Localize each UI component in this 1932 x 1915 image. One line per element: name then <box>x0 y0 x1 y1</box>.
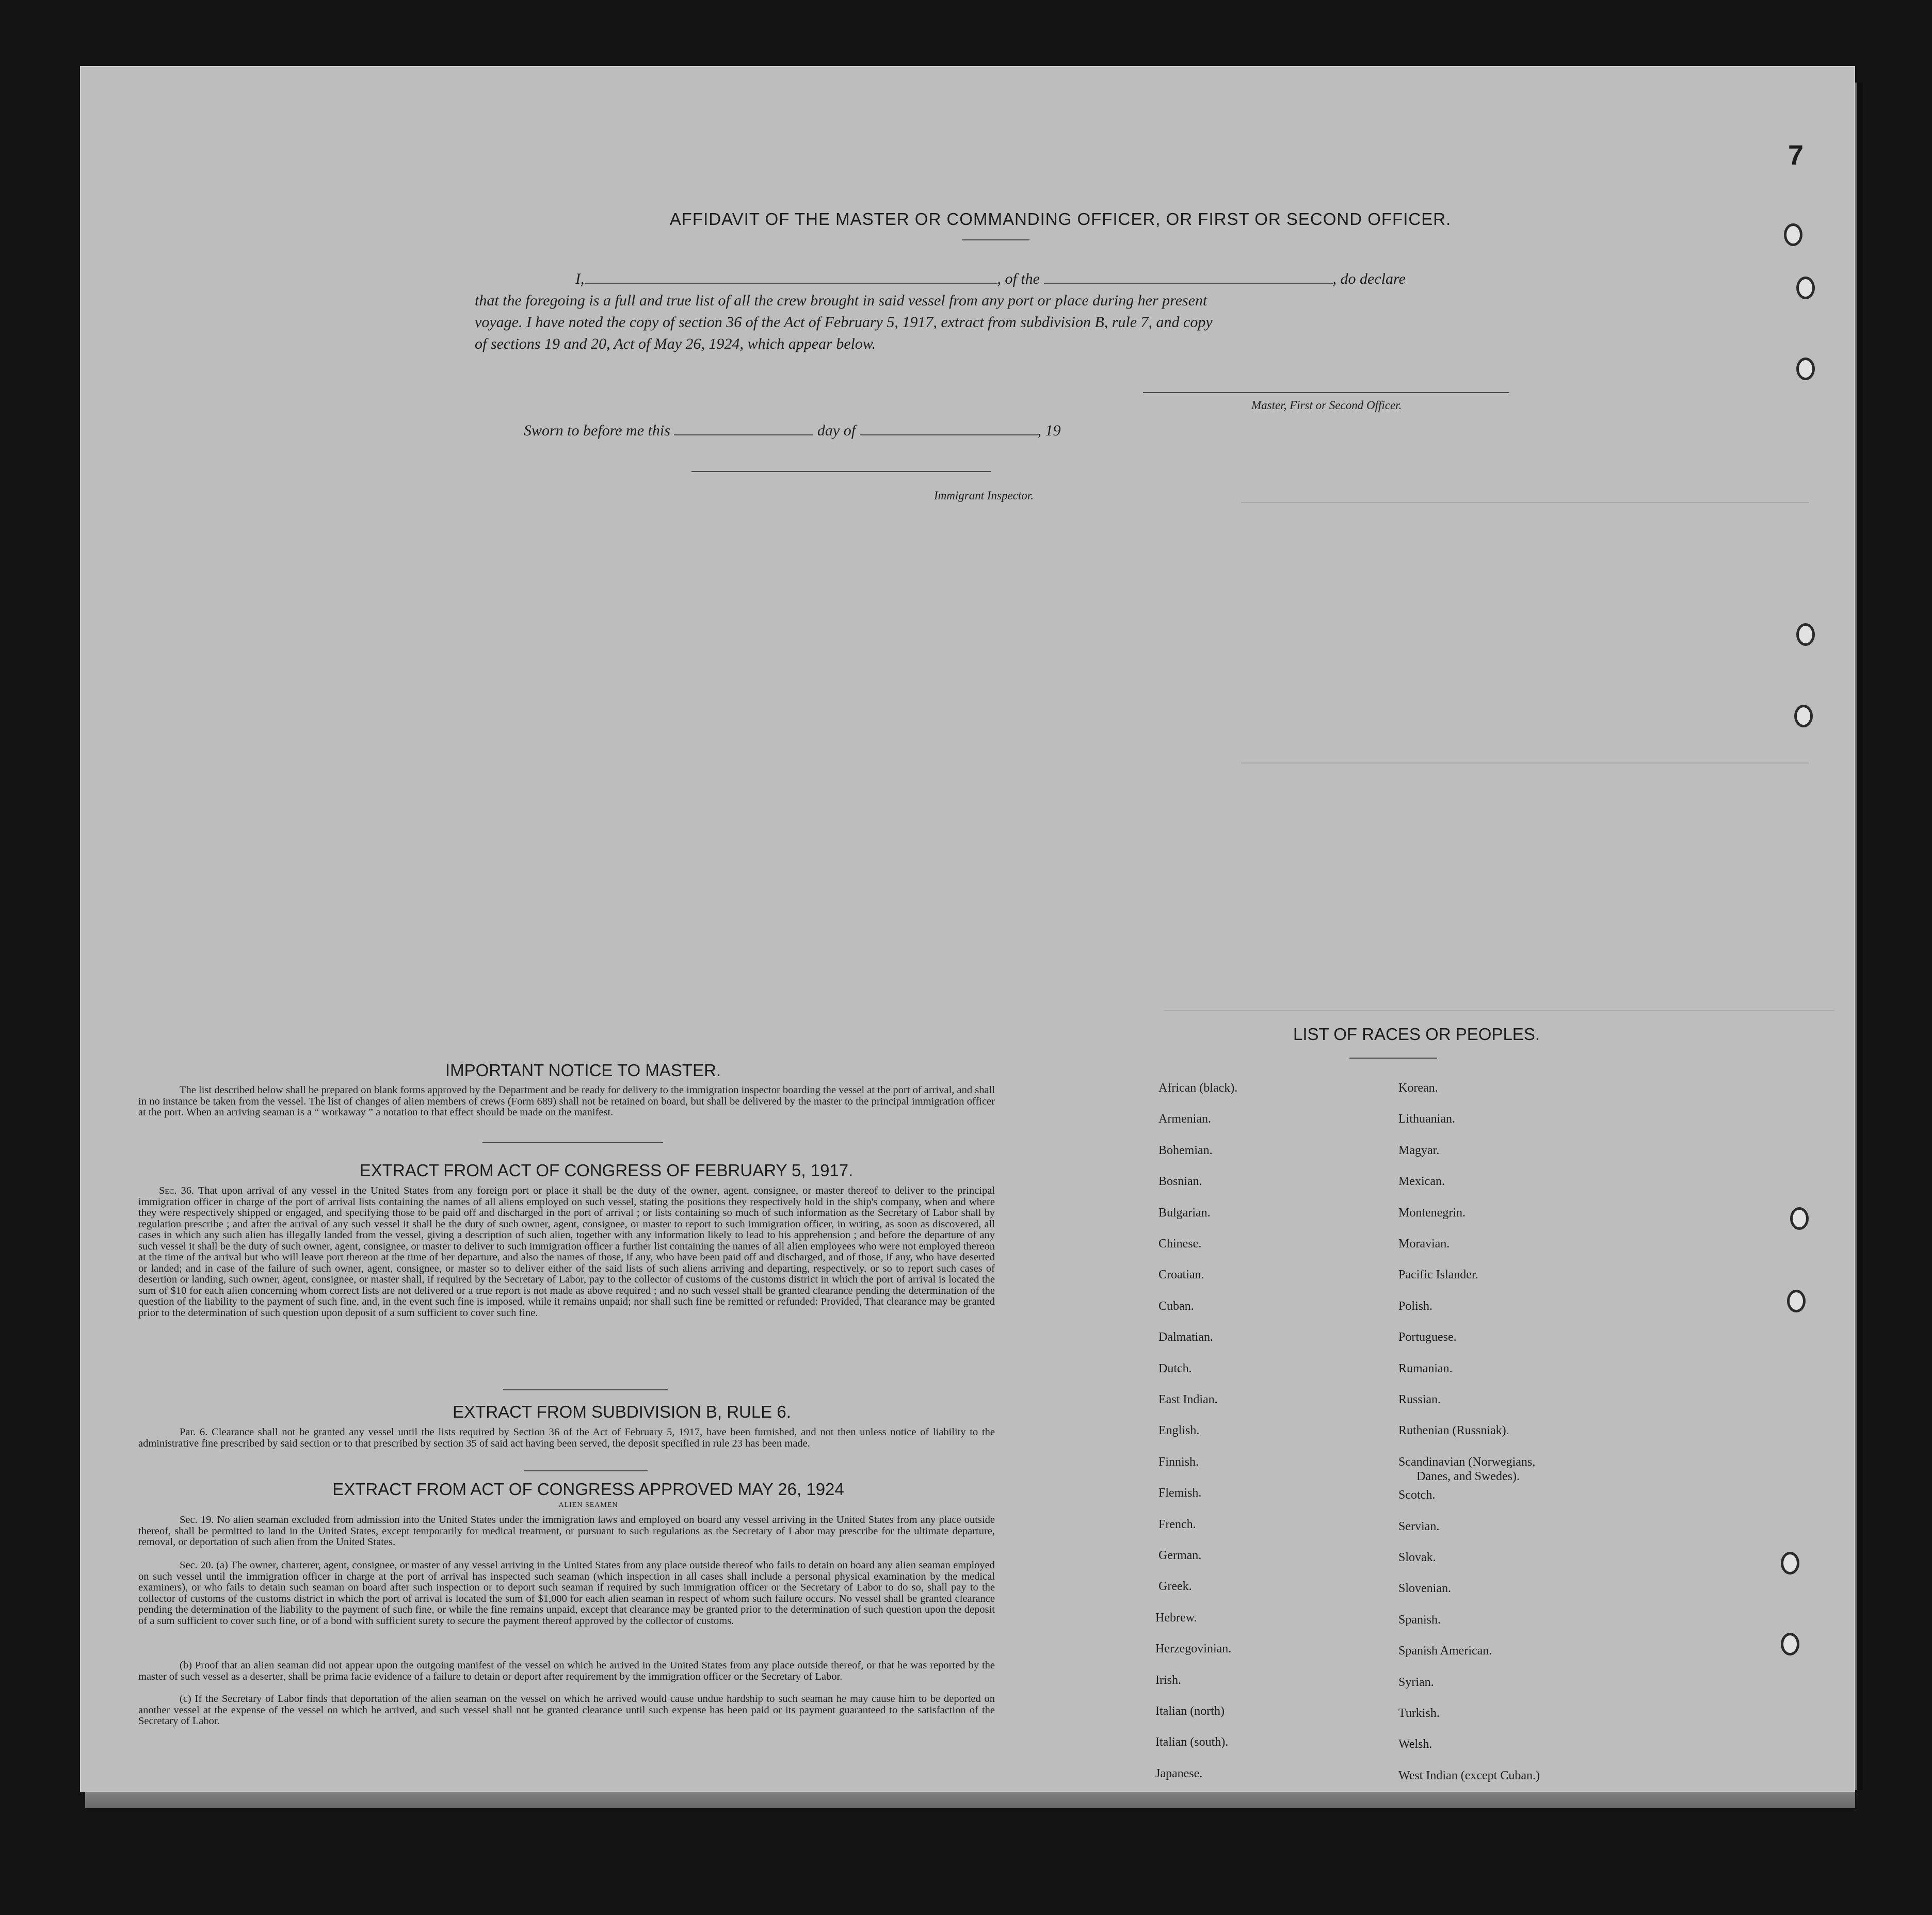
form-page <box>80 66 1855 1792</box>
race-item: Finnish. <box>1158 1455 1199 1469</box>
affidavit-declare-label: , do declare <box>1332 270 1406 287</box>
inspector-signature-line[interactable] <box>691 471 991 472</box>
race-item: Flemish. <box>1158 1486 1202 1500</box>
race-item: Portuguese. <box>1398 1330 1457 1344</box>
race-item: Lithuanian. <box>1398 1112 1455 1126</box>
race-item: Dutch. <box>1158 1361 1192 1375</box>
binder-hole <box>1790 1207 1809 1230</box>
extract-1917-body <box>138 1186 995 1319</box>
race-item: Hebrew. <box>1155 1611 1197 1625</box>
officer-name-field[interactable] <box>585 269 997 284</box>
section-36-label: Sec. 36. <box>159 1185 195 1196</box>
affidavit-line-4: of sections 19 and 20, Act of May 26, 1924, which appear below. <box>475 335 876 352</box>
race-item: English. <box>1158 1424 1200 1438</box>
sworn-year-label: , 19 <box>1037 422 1061 439</box>
binder-hole <box>1794 705 1813 727</box>
sworn-day-field[interactable] <box>674 421 813 435</box>
binder-hole <box>1787 1290 1806 1312</box>
race-item: German. <box>1158 1549 1202 1562</box>
master-signature-caption: Master, First or Second Officer. <box>1251 399 1402 412</box>
section-20a-text: Sec. 20. (a) The owner, charterer, agent, consignee, or master of any vessel arriving in the United States from any place outside thereof who fails to detain on board any alien seaman employed on such vessel until the immigration officer in charge at the port of arrival has inspected such seaman (which inspection in all cases shall include a personal physical examination by the medical examiners), or who fails to detain such seaman on board after such inspection or to deport such seaman if required by such immigration officer or the Secretary of Labor to do so, shall pay to the collector of customs of the customs district in which the port of arrival is located the sum of $1,000 for each alien seaman in respect of whom such failure occurs. No vessel shall be granted clearance pending the determination of the liability to the payment of such fine, or while the fine remains unpaid, except that clearance may be granted prior to the determination of such question upon the deposit of a sum sufficient to cover such fine, or of a bond with sufficient surety to secure the payment thereof approved by the collector of customs. <box>138 1560 995 1627</box>
sworn-line <box>524 420 1246 442</box>
binder-hole <box>1796 277 1815 299</box>
race-item: Cuban. <box>1158 1299 1194 1313</box>
sworn-day-label: day of <box>817 422 856 439</box>
sworn-month-field[interactable] <box>860 421 1038 435</box>
race-item: Mexican. <box>1398 1175 1445 1189</box>
affidavit-line-3: voyage. I have noted the copy of section 36 of the Act of February 5, 1917, extract from subdivision B, rule 7, and copy <box>475 314 1213 331</box>
notice-title: IMPORTANT NOTICE TO MASTER. <box>445 1061 721 1080</box>
affidavit-title: AFFIDAVIT OF THE MASTER OR COMMANDING OFFICER, OR FIRST OR SECOND OFFICER. <box>669 209 1452 229</box>
binder-hole <box>1796 358 1815 380</box>
race-item: Herzegovinian. <box>1155 1642 1232 1656</box>
race-item: Bosnian. <box>1158 1175 1202 1189</box>
section-19-text: Sec. 19. No alien seaman excluded from admission into the United States under the immigration laws and employed on board any vessel arriving in the United States from any place outside thereof, shall be permitted to land in the United States, except temporarily for medical treatment, or pursuant to such regulations as the Secretary of Labor may prescribe for the ultimate departure, removal, or deportation of such alien from the United States. <box>138 1514 995 1548</box>
section-20c-text: (c) If the Secretary of Labor finds that deportation of the alien seaman on the vessel on which he arrived would cause undue hardship to such seaman he may cause him to be deported on another vessel at the expense of the vessel on which he arrived, and such vessel shall not be granted clearance until such expense has been paid or its payment guaranteed to the satisfaction of the Secretary of Labor. <box>138 1693 995 1727</box>
race-item: Rumanian. <box>1398 1361 1453 1375</box>
race-item: West Indian (except Cuban.) <box>1398 1768 1540 1782</box>
binder-hole <box>1781 1552 1799 1575</box>
races-divider <box>1349 1058 1437 1059</box>
race-item: Armenian. <box>1158 1112 1211 1126</box>
race-item: Servian. <box>1398 1519 1440 1533</box>
extract-1917-title: EXTRACT FROM ACT OF CONGRESS OF FEBRUARY 5, 1917. <box>359 1161 854 1180</box>
race-item: Italian (north) <box>1155 1705 1225 1718</box>
race-item: Scotch. <box>1398 1488 1436 1502</box>
race-item: Dalmatian. <box>1158 1330 1213 1344</box>
extract-rule-body: Par. 6. Clearance shall not be granted any vessel until the lists required by Section 36 of the Act of February 5, 1917, have been furnished, and not then unless notice of liability to the administrative fine prescribed by said section or to that prescribed by section 35 of said act having been served, the deposit specified in rule 23 has been made. <box>138 1426 995 1449</box>
binder-hole <box>1796 623 1815 646</box>
race-item: Korean. <box>1398 1081 1438 1095</box>
race-item: Italian (south). <box>1155 1735 1229 1749</box>
affidavit-of-label: , of the <box>997 270 1040 287</box>
race-item: Magyar. <box>1398 1143 1440 1157</box>
race-item: Bulgarian. <box>1158 1206 1211 1220</box>
master-signature-line[interactable] <box>1143 392 1509 393</box>
races-title: LIST OF RACES OR PEOPLES. <box>1293 1025 1540 1044</box>
notice-body: The list described below shall be prepared on blank forms approved by the Department and be ready for delivery to the immigration inspector boarding the vessel at the port of arrival, and shall in no instance be taken from the vessel. The list of changes of alien members of crews (Form 689) shall not be retained on board, but shall be delivered by the master to the principal immigration officer at the port. When an arriving seaman is a “ workaway ” a notation to that effect should be made on the manifest. <box>138 1084 995 1118</box>
binder-hole <box>1781 1633 1799 1656</box>
extract-1924-title: EXTRACT FROM ACT OF CONGRESS APPROVED MAY 26, 1924 <box>332 1480 844 1499</box>
race-item: Pacific Islander. <box>1398 1268 1478 1282</box>
race-item: Polish. <box>1398 1299 1433 1313</box>
race-item: Turkish. <box>1398 1707 1440 1720</box>
title-underline <box>962 239 1029 240</box>
inspector-caption: Immigrant Inspector. <box>934 489 1034 502</box>
page-number-mark: 7 <box>1788 140 1804 171</box>
notice-divider <box>482 1142 663 1143</box>
race-item: Danes, and Swedes). <box>1416 1469 1520 1483</box>
affidavit-i-label: I, <box>575 270 585 287</box>
race-item: Spanish. <box>1398 1613 1441 1627</box>
vessel-name-field[interactable] <box>1044 269 1333 284</box>
extract-1917-divider <box>503 1389 668 1390</box>
race-item: Japanese. <box>1155 1766 1203 1780</box>
race-item: Ruthenian (Russniak). <box>1398 1424 1509 1438</box>
race-item: Spanish American. <box>1398 1644 1492 1658</box>
race-item: Moravian. <box>1398 1237 1450 1251</box>
affidavit-declaration <box>524 268 1566 290</box>
race-item: Greek. <box>1158 1580 1192 1594</box>
extract-1924-subtitle: ALIEN SEAMEN <box>558 1501 618 1509</box>
race-item: Chinese. <box>1158 1237 1202 1251</box>
extract-rule-divider <box>524 1470 648 1471</box>
race-item: East Indian. <box>1158 1393 1218 1406</box>
race-item: Bohemian. <box>1158 1143 1213 1157</box>
extract-rule-title: EXTRACT FROM SUBDIVISION B, RULE 6. <box>453 1402 791 1421</box>
race-item: Slovenian. <box>1398 1582 1451 1596</box>
page-edge <box>1857 83 1863 1790</box>
section-20b-text: (b) Proof that an alien seaman did not appear upon the outgoing manifest of the vessel on which he arrived in the United States from any place outside thereof, or that he was reported by the master of such vessel as a deserter, shall be prima facie evidence of a failure to detain or deport after requirement by the immigration officer or the Secretary of Labor. <box>138 1660 995 1682</box>
race-item: Welsh. <box>1398 1738 1432 1751</box>
affidavit-line-2: that the foregoing is a full and true list of all the crew brought in said vessel from any port or place during her present <box>475 292 1208 309</box>
race-item: Syrian. <box>1398 1675 1434 1689</box>
race-item: Scandinavian (Norwegians, <box>1398 1455 1536 1469</box>
race-item: African (black). <box>1158 1081 1238 1095</box>
race-item: French. <box>1158 1517 1196 1531</box>
race-item: Croatian. <box>1158 1268 1204 1282</box>
binder-hole <box>1784 223 1802 246</box>
race-item: Slovak. <box>1398 1551 1436 1564</box>
race-item: Montenegrin. <box>1398 1206 1466 1220</box>
race-item: Russian. <box>1398 1393 1441 1406</box>
sworn-prefix: Sworn to before me this <box>524 422 670 439</box>
race-item: Irish. <box>1155 1673 1181 1687</box>
section-36-text: That upon arrival of any vessel in the United States from any foreign port or place it shall be the duty of the owner, agent, consignee, or master thereof to deliver to the principal immigration officer in charge of the port of arrival lists containing the names of all aliens employed on such vessel, stating the positions they respectively hold in the ship's company, when and where they were respectively shipped or engaged, and specifying those to be paid off and discharged in the port of arrival ; or lists containing so much of such information as the Secretary of Labor shall by regulation prescribe ; and after the arrival of any such vessel it shall be the duty of such owner, agent, consignee, or master to report to such immigration officer, in writing, as soon as discovered, all cases in which any such alien has illegally landed from the vessel, giving a description of such alien, together with any information likely to lead to his apprehension ; and before the departure of any such vessel it shall be the duty of such owner, agent, consignee, or master to deliver to such immigration officer a further list containing the names of all alien employees who were not employed thereon at the time of the arrival but who will leave port thereon at the time of her departure, and also the names of those, if any, who have been paid off and discharged, and of those, if any, who have deserted or landed; and in case of the failure of such owner, agent, consignee, or master so to deliver either of the said lists of such aliens arriving and departing, respectively, or so to report such cases of desertion or landing, such owner, agent, consignee, or master shall, if required by the Secretary of Labor, pay to the collector of customs of the customs district in which the port of arrival is located the sum of $10 for each alien concerning whom correct lists are not delivered or a true report is not made as above required ; and no such vessel shall be granted clearance pending the determination of the question of the liability to the payment of such fine, and, in the event such fine is imposed, while it remains unpaid; nor shall such fine be remitted or refunded: Provided, That clearance may be granted prior to the determination of such question upon deposit of a sum sufficient to cover such fine. <box>138 1185 995 1319</box>
